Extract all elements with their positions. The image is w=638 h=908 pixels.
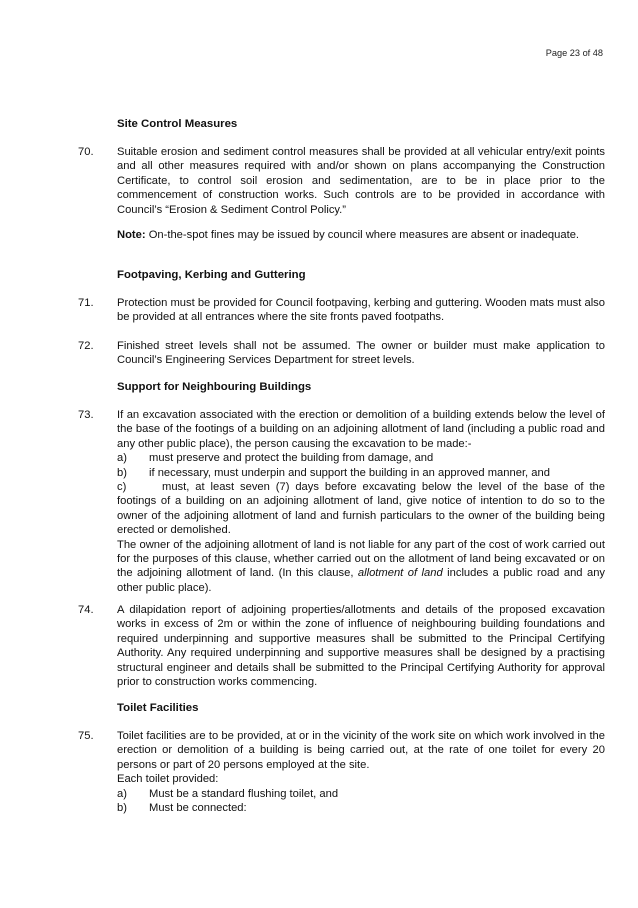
item-label: a) [117, 787, 127, 800]
clause-75-body [117, 729, 605, 815]
closing-text: The owner of the adjoining allotment of land is not liable for any part of the cost of work carried out for the purposes of this clause, whether carried out on the allotment of land being excavated or on the adjoining allotment of land. (In this clause, [117, 538, 605, 580]
item-text: if necessary, must underpin and support the building in an approved manner, and [149, 466, 550, 479]
defined-term: allotment of land [357, 567, 443, 580]
clause-74-text: A dilapidation report of adjoining properties/allotments and details of the proposed excavation works in excess of 2m or within the zone of influence of neighbouring building foundations and required underpinning and supportive measures shall be submitted to the Principal Certifying Authority. Any required underpinning and supportive measures shall be designed by a practising structural engineer and details shall be submitted to the Principal Certifying Authority for approval prior to construction works commencing. [117, 604, 605, 689]
item-label: a) [117, 452, 127, 465]
item-label: b) [117, 466, 127, 479]
closing-text-end: includes a public road and any other public place). [117, 567, 606, 594]
section-heading-toilet: Toilet Facilities [117, 702, 199, 714]
clause-75-text: Toilet facilities are to be provided, at or in the vicinity of the work site on which work involved in the erection or demolition of a building is being carried out, at the rate of one toilet for every 20 persons or part of 20 persons employed at the site. [117, 730, 605, 771]
clause-73-item-c [117, 480, 605, 538]
item-label: c) [117, 481, 127, 494]
clause-71-text: Protection must be provided for Council footpaving, kerbing and guttering. Wooden mats must also be provided at all entrances where the site fronts paved footpaths. [117, 297, 605, 324]
clause-number-72: 72. [78, 340, 94, 352]
clause-72-text: Finished street levels shall not be assumed. The owner or builder must make application to Council’s Engineering Services Department for street levels. [117, 340, 605, 367]
clause-number-75: 75. [78, 730, 94, 742]
page-number: Page 23 of 48 [545, 48, 603, 58]
note-label: Note: [117, 229, 146, 241]
section-heading-footpaving: Footpaving, Kerbing and Guttering [117, 269, 306, 281]
item-label: b) [117, 802, 127, 815]
item-text: must preserve and protect the building from damage, and [149, 452, 434, 465]
clause-73-item-b [117, 466, 605, 480]
note-text: On-the-spot fines may be issued by council where measures are absent or inadequate. [145, 229, 580, 241]
clause-75-item-a [117, 787, 605, 801]
clause-number-74: 74. [78, 604, 94, 616]
item-text: Must be a standard flushing toilet, and [149, 787, 339, 800]
clause-75-item-b [117, 801, 605, 815]
clause-75-each: Each toilet provided: [117, 773, 219, 786]
clause-73-body [117, 408, 605, 595]
clause-number-71: 71. [78, 297, 94, 309]
section-heading-support: Support for Neighbouring Buildings [117, 381, 312, 393]
clause-73-intro: If an excavation associated with the erection or demolition of a building extends below the level of the base of the footings of a building on an adjoining allotment of land (including a public road and any other public place), the person causing the excavation to be made:- [117, 409, 605, 450]
clause-70-note [117, 228, 605, 242]
clause-number-73: 73. [78, 409, 94, 421]
clause-number-70: 70. [78, 146, 94, 158]
item-text: must, at least seven (7) days before excavating below the level of the base of the footings of a building on an adjoining allotment of land, give notice of intention to do so to the owner of the adjoining allotment of land and furnish particulars to the owner of the building being erected or demolished. [117, 481, 605, 537]
item-text: Must be connected: [149, 802, 247, 815]
clause-73-closing [117, 538, 605, 596]
clause-73-item-a [117, 451, 605, 465]
clause-70-text: Suitable erosion and sediment control measures shall be provided at all vehicular entry/exit points and all other measures required with and/or shown on plans accompanying the Construction Certificate, to control soil erosion and sedimentation, are to be in place prior to the commencement of construction works. Such controls are to be provided in accordance with Council’s “Erosion & Sediment Control Policy.” [117, 146, 605, 216]
section-heading-site-control: Site Control Measures [117, 118, 238, 130]
